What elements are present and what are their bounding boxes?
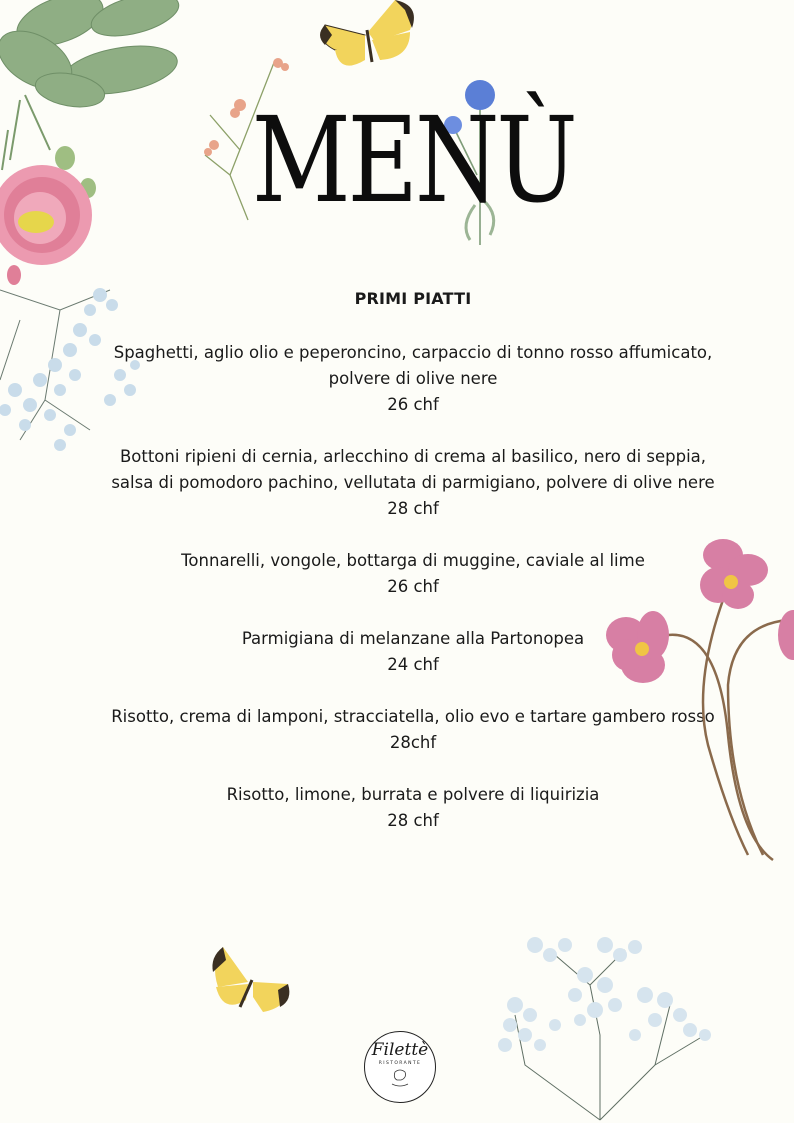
butterfly-top-illustration [310, 0, 420, 80]
section-title: PRIMI PIATTI [354, 289, 472, 308]
gypsophila-bottom-illustration [495, 925, 720, 1123]
dish-description: Tonnarelli, vongole, bottarga di muggine, caviale al lime [181, 551, 645, 570]
dish-description: Spaghetti, aglio olio e peperoncino, carpaccio di tonno rosso affumicato, [113, 343, 713, 362]
menu-item [0, 444, 794, 522]
dish-description: salsa di pomodoro pachino, vellutata di parmigiano, polvere di olive nere [111, 473, 715, 492]
menu-item [0, 340, 794, 418]
dish-price: 28chf [389, 733, 437, 752]
dish-description: Risotto, limone, burrata e polvere di liquirizia [226, 785, 600, 804]
logo-name: Filettè [371, 1040, 429, 1060]
dish-description: polvere di olive nere [328, 369, 498, 388]
dish-price: 24 chf [387, 655, 439, 674]
dish-description: Risotto, crema di lamponi, stracciatella, olio evo e tartare gambero rosso [111, 707, 715, 726]
dish-price: 28 chf [387, 499, 439, 518]
butterfly-bottom-illustration [208, 942, 293, 1017]
page-title: MENÙ [251, 91, 575, 229]
dish-price: 28 chf [387, 811, 439, 830]
dish-price: 26 chf [387, 395, 439, 414]
dish-description: Parmigiana di melanzane alla Partonopea [241, 629, 585, 648]
dish-price: 26 chf [387, 577, 439, 596]
rose-leaves-illustration [0, 0, 200, 290]
dish-description: Bottoni ripieni di cernia, arlecchino di crema al basilico, nero di seppia, [119, 447, 707, 466]
chef-sketch-icon [387, 1068, 413, 1088]
logo-subtitle: RISTORANTE [378, 1061, 422, 1066]
poppy-flowers-illustration [598, 535, 794, 865]
restaurant-logo [364, 1031, 436, 1103]
